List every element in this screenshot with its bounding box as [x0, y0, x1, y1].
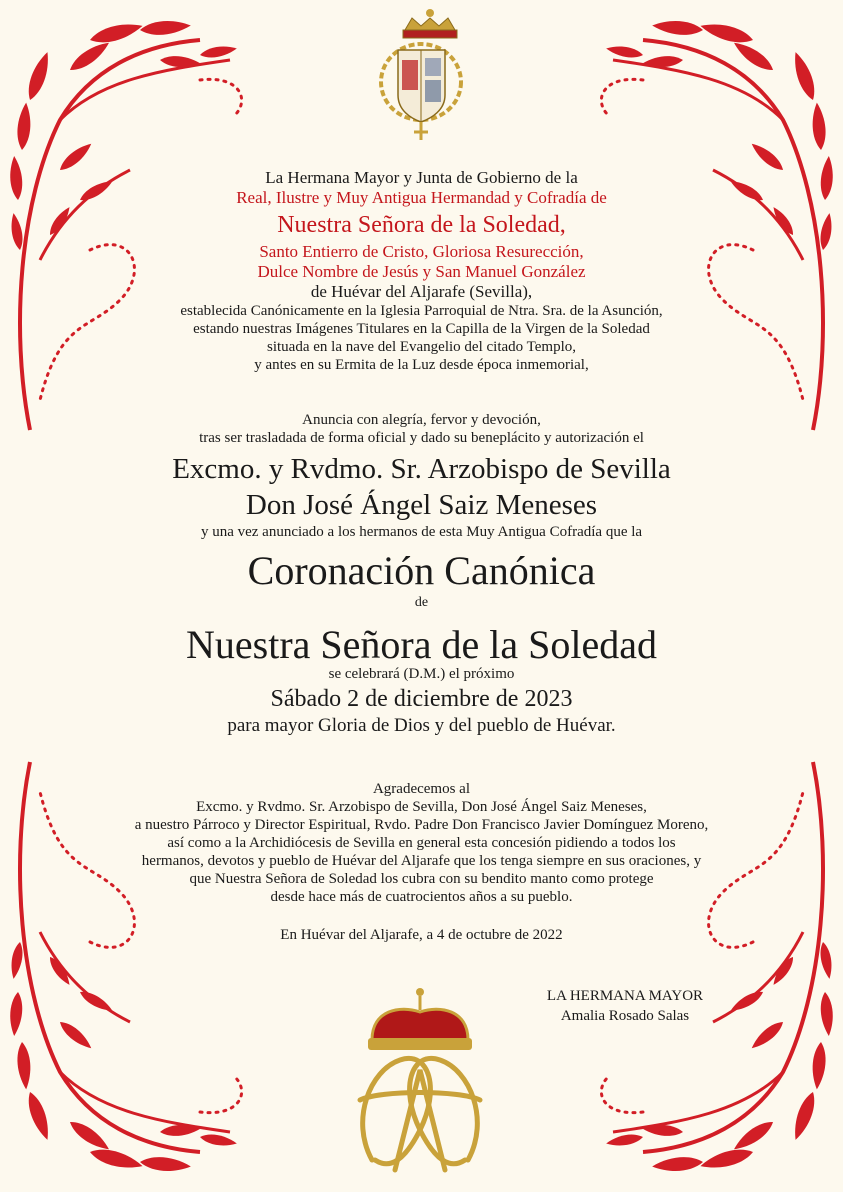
announcement-line-4: se celebrará (D.M.) el próximo	[328, 666, 515, 682]
archbishop-name: Don José Ángel Saiz Meneses	[245, 489, 598, 521]
thanks-line-1: Agradecemos al	[372, 781, 471, 797]
header-line-7: establecida Canónicamente en la Iglesia Parroquial de Ntra. Sra. de la Asunción,	[180, 303, 663, 319]
thanks-line-5: hermanos, devotos y pueblo de Huévar del Aljarafe que los tenga siempre en sus oraciones, y	[141, 853, 702, 869]
header-line-1: La Hermana Mayor y Junta de Gobierno de la	[265, 168, 578, 187]
brotherhood-virgin-name: Nuestra Señora de la Soledad,	[277, 212, 566, 238]
header-line-9: situada en la nave del Evangelio del citado Templo,	[267, 339, 576, 355]
announcement-block	[90, 411, 753, 737]
thanks-block	[90, 780, 753, 944]
announcement-line-1: Anuncia con alegría, fervor y devoción,	[302, 412, 541, 428]
location-line: de Huévar del Aljarafe (Sevilla),	[310, 282, 533, 301]
header-line-10: y antes en su Ermita de la Luz desde época inmemorial,	[254, 357, 589, 373]
brotherhood-title-line-2: Santo Entierro de Cristo, Gloriosa Resurección,	[259, 242, 584, 261]
brotherhood-title: Real, Ilustre y Muy Antigua Hermandad y Cofradía de	[236, 188, 607, 207]
event-de: de	[414, 595, 429, 610]
archbishop-title: Excmo. y Rvdmo. Sr. Arzobispo de Sevilla	[172, 453, 671, 485]
event-title: Coronación Canónica	[247, 548, 596, 593]
place-date: En Huévar del Aljarafe, a 4 de octubre de 2022	[280, 927, 563, 943]
event-date: Sábado 2 de diciembre de 2023	[270, 686, 573, 712]
signature-block	[500, 986, 750, 1026]
thanks-line-6: que Nuestra Señora de Soledad los cubra con su bendito manto como protege	[189, 871, 654, 887]
brotherhood-title-line-3: Dulce Nombre de Jesús y San Manuel González	[257, 262, 586, 281]
signature-role: LA HERMANA MAYOR	[546, 988, 704, 1004]
thanks-line-4: así como a la Archidiócesis de Sevilla en general esta concesión pidiendo a todos los	[167, 835, 676, 851]
thanks-line-7: desde hace más de cuatrocientos años a su pueblo.	[270, 889, 573, 905]
header-line-8: estando nuestras Imágenes Titulares en la Capilla de la Virgen de la Soledad	[193, 321, 650, 337]
crowned-monogram	[360, 988, 480, 1170]
thanks-line-2: Excmo. y Rvdmo. Sr. Arzobispo de Sevilla, Don José Ángel Saiz Meneses,	[196, 799, 647, 815]
signature-name: Amalia Rosado Salas	[560, 1008, 690, 1024]
announcement-line-2: tras ser trasladada de forma oficial y dado su beneplácito y autorización el	[199, 430, 644, 446]
thanks-line-3: a nuestro Párroco y Director Espiritual, Rvdo. Padre Don Francisco Javier Domínguez Moreno,	[134, 817, 709, 833]
announcement-line-5: para mayor Gloria de Dios y del pueblo de Huévar.	[227, 715, 616, 736]
announcement-line-3: y una vez anunciado a los hermanos de esta Muy Antigua Cofradía que la	[200, 524, 643, 540]
coat-of-arms-emblem	[381, 9, 461, 140]
virgin-name: Nuestra Señora de la Soledad	[186, 622, 657, 667]
header-block	[90, 168, 753, 374]
